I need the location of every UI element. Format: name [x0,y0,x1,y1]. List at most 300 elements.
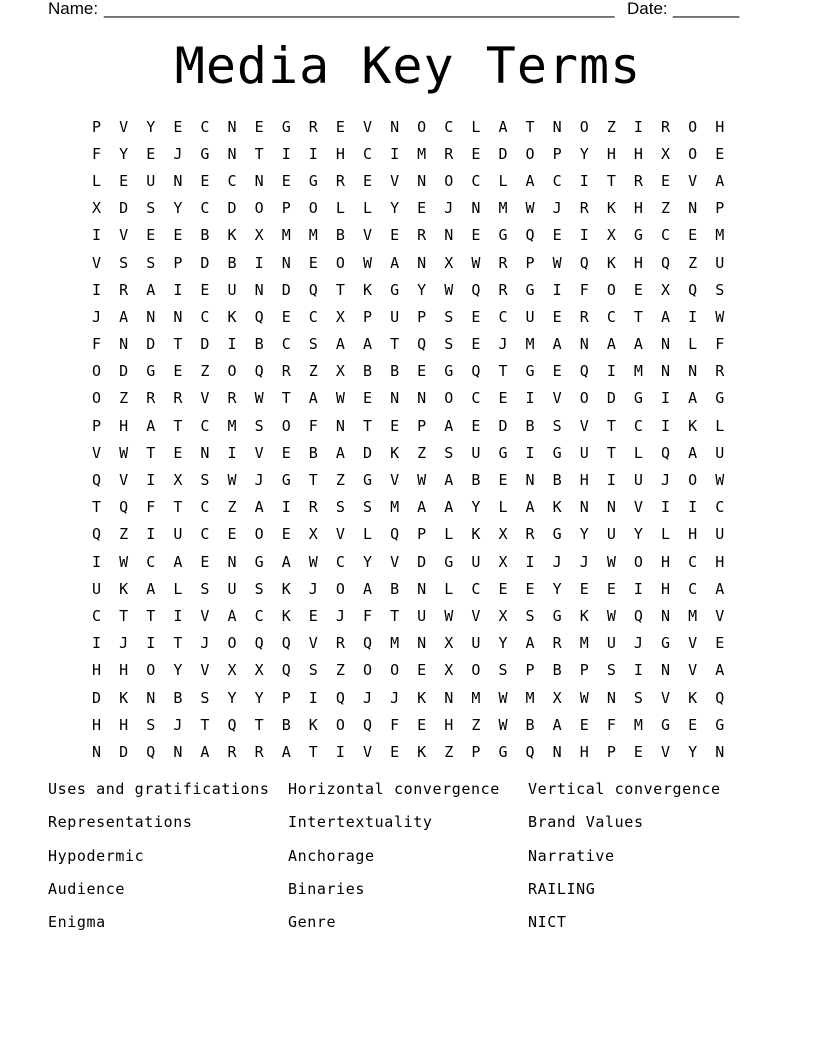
grid-letter: R [119,280,129,299]
grid-letter: X [444,253,454,272]
grid-letter: D [417,552,427,571]
grid-letter: T [606,416,616,435]
grid-letter: T [281,389,291,408]
grid-letter: N [688,362,698,381]
grid-letter: O [444,389,454,408]
grid-letter: N [254,171,264,190]
grid-letter: P [606,742,616,761]
grid-letter: V [633,498,643,517]
grid-letter: J [308,579,318,598]
grid-letter: I [173,280,183,299]
grid-letter: V [552,389,562,408]
grid-letter: F [390,715,400,734]
grid-letter: O [146,661,156,680]
grid-letter: Y [254,688,264,707]
grid-letter: L [498,498,508,517]
grid-letter: G [552,525,562,544]
grid-letter: H [633,253,643,272]
grid-letter: W [498,688,508,707]
grid-letter: L [498,171,508,190]
grid-letter: O [254,525,264,544]
grid-letter: T [173,335,183,354]
grid-letter: J [92,307,102,326]
grid-letter: F [308,416,318,435]
grid-letter: C [444,117,454,136]
grid-letter: M [525,335,535,354]
grid-letter: Q [281,661,291,680]
grid-letter: Q [281,634,291,653]
grid-letter: G [362,471,372,490]
grid-letter: O [335,715,345,734]
grid-letter: C [281,335,291,354]
grid-letter: T [606,171,616,190]
grid-letter: T [254,715,264,734]
grid-letter: J [362,688,372,707]
grid-letter: Q [362,634,372,653]
grid-letter: A [715,579,725,598]
grid-letter: O [227,362,237,381]
grid-letter: I [92,280,102,299]
grid-letter: G [281,117,291,136]
grid-letter: T [146,443,156,462]
grid-letter: N [119,335,129,354]
word-bank-item: Genre [288,913,337,932]
grid-letter: X [498,525,508,544]
grid-letter: D [227,199,237,218]
grid-letter: E [281,171,291,190]
grid-letter: T [146,606,156,625]
grid-letter: K [417,688,427,707]
grid-letter: W [606,552,616,571]
grid-letter: Z [688,253,698,272]
grid-letter: J [390,688,400,707]
grid-letter: E [200,552,210,571]
grid-letter: O [254,199,264,218]
grid-letter: T [362,416,372,435]
grid-letter: M [390,498,400,517]
grid-letter: Q [335,688,345,707]
grid-letter: M [715,226,725,245]
grid-letter: H [661,552,671,571]
grid-letter: B [471,471,481,490]
grid-letter: J [444,199,454,218]
grid-letter: C [146,552,156,571]
grid-letter: Q [146,742,156,761]
grid-letter: E [525,579,535,598]
grid-letter: Z [227,498,237,517]
grid-letter: U [227,579,237,598]
grid-letter: N [335,416,345,435]
grid-letter: P [417,525,427,544]
grid-letter: I [688,498,698,517]
grid-letter: T [119,606,129,625]
grid-letter: R [525,525,535,544]
grid-letter: N [661,606,671,625]
grid-letter: C [200,498,210,517]
grid-letter: X [254,226,264,245]
grid-letter: R [633,171,643,190]
grid-letter: O [525,144,535,163]
grid-letter: G [390,280,400,299]
grid-letter: B [390,362,400,381]
grid-letter: O [471,661,481,680]
grid-letter: J [633,634,643,653]
grid-letter: S [444,443,454,462]
grid-letter: E [579,715,589,734]
grid-letter: D [146,335,156,354]
grid-letter: R [498,253,508,272]
grid-letter: P [715,199,725,218]
grid-letter: C [335,552,345,571]
grid-letter: B [173,688,183,707]
grid-letter: A [362,579,372,598]
grid-letter: R [661,117,671,136]
grid-letter: E [146,226,156,245]
grid-letter: Q [92,525,102,544]
grid-letter: W [498,715,508,734]
grid-letter: M [471,688,481,707]
grid-letter: B [362,362,372,381]
grid-letter: V [362,226,372,245]
grid-letter: V [92,443,102,462]
grid-letter: H [606,144,616,163]
grid-letter: N [417,579,427,598]
grid-letter: A [444,498,454,517]
grid-letter: K [417,742,427,761]
grid-letter: R [254,742,264,761]
grid-letter: V [390,552,400,571]
grid-letter: G [661,715,671,734]
grid-letter: Z [119,525,129,544]
grid-letter: O [308,199,318,218]
grid-letter: E [173,117,183,136]
grid-letter: O [92,362,102,381]
grid-letter: C [661,226,671,245]
grid-letter: D [200,253,210,272]
grid-letter: W [335,389,345,408]
grid-letter: F [579,280,589,299]
grid-letter: E [362,171,372,190]
grid-letter: Q [119,498,129,517]
grid-letter: R [498,280,508,299]
grid-letter: M [281,226,291,245]
grid-letter: A [525,171,535,190]
grid-letter: G [715,715,725,734]
grid-letter: K [227,307,237,326]
word-bank-item: Narrative [528,846,615,865]
grid-letter: D [200,335,210,354]
grid-letter: F [92,144,102,163]
grid-letter: U [715,525,725,544]
grid-letter: N [661,335,671,354]
grid-letter: A [146,579,156,598]
grid-letter: E [633,280,643,299]
grid-letter: Y [471,498,481,517]
grid-letter: N [227,117,237,136]
grid-letter: Z [119,389,129,408]
grid-letter: S [525,606,535,625]
word-bank-item: Hypodermic [48,846,145,865]
grid-letter: O [688,144,698,163]
grid-letter: E [688,715,698,734]
grid-letter: U [227,280,237,299]
grid-letter: V [579,416,589,435]
grid-letter: J [173,144,183,163]
grid-letter: E [715,144,725,163]
grid-letter: Y [173,661,183,680]
grid-letter: B [525,416,535,435]
grid-letter: B [552,471,562,490]
grid-letter: K [688,416,698,435]
grid-letter: N [390,389,400,408]
grid-letter: H [119,715,129,734]
grid-letter: F [606,715,616,734]
grid-letter: T [525,117,535,136]
grid-letter: I [661,389,671,408]
grid-letter: Z [444,742,454,761]
grid-letter: H [633,199,643,218]
grid-letter: O [444,171,454,190]
grid-letter: H [92,661,102,680]
grid-letter: E [390,226,400,245]
grid-letter: L [335,199,345,218]
grid-letter: V [390,171,400,190]
grid-letter: P [281,199,291,218]
grid-letter: C [688,579,698,598]
grid-letter: N [173,742,183,761]
grid-letter: G [444,552,454,571]
grid-letter: S [715,280,725,299]
grid-letter: S [308,335,318,354]
grid-letter: H [444,715,454,734]
grid-letter: I [92,552,102,571]
grid-letter: U [525,307,535,326]
grid-letter: X [92,199,102,218]
grid-letter: G [498,226,508,245]
grid-letter: J [173,715,183,734]
grid-letter: P [579,661,589,680]
grid-letter: S [254,579,264,598]
grid-letter: X [661,280,671,299]
grid-letter: K [606,253,616,272]
grid-letter: E [173,362,183,381]
grid-letter: I [308,144,318,163]
grid-letter: L [362,525,372,544]
grid-letter: T [173,416,183,435]
word-bank-item: Vertical convergence [528,780,721,798]
grid-letter: C [688,552,698,571]
grid-letter: X [444,661,454,680]
word-bank-item: Horizontal convergence [288,780,500,798]
grid-letter: D [281,280,291,299]
grid-letter: U [606,525,616,544]
grid-letter: C [606,307,616,326]
grid-letter: G [552,606,562,625]
grid-letter: I [254,253,264,272]
grid-letter: M [525,688,535,707]
grid-letter: Y [227,688,237,707]
grid-letter: J [552,199,562,218]
grid-letter: G [525,280,535,299]
grid-letter: I [227,443,237,462]
grid-letter: U [417,606,427,625]
grid-letter: U [173,525,183,544]
grid-letter: V [715,606,725,625]
grid-letter: N [606,688,616,707]
word-bank-item: Brand Values [528,813,644,832]
grid-letter: G [552,443,562,462]
grid-letter: E [688,226,698,245]
grid-letter: D [119,742,129,761]
grid-letter: N [254,280,264,299]
grid-letter: A [281,742,291,761]
word-bank-item: Anchorage [288,846,375,865]
grid-letter: A [606,335,616,354]
grid-letter: E [335,117,345,136]
grid-letter: Q [471,362,481,381]
grid-letter: A [715,171,725,190]
grid-letter: S [308,661,318,680]
grid-letter: N [444,688,454,707]
grid-letter: C [92,606,102,625]
grid-letter: H [119,416,129,435]
grid-letter: X [173,471,183,490]
grid-letter: W [362,253,372,272]
grid-letter: W [119,443,129,462]
grid-letter: O [417,117,427,136]
grid-letter: K [606,199,616,218]
grid-letter: X [606,226,616,245]
grid-letter: X [498,552,508,571]
grid-letter: N [471,199,481,218]
grid-letter: G [146,362,156,381]
grid-letter: E [254,117,264,136]
grid-letter: G [254,552,264,571]
grid-letter: S [200,688,210,707]
grid-letter: H [633,144,643,163]
grid-letter: Q [227,715,237,734]
grid-letter: X [498,606,508,625]
grid-letter: E [146,144,156,163]
grid-letter: N [173,307,183,326]
grid-letter: E [173,443,183,462]
grid-letter: A [200,742,210,761]
grid-letter: V [390,471,400,490]
grid-letter: C [200,117,210,136]
grid-letter: G [715,389,725,408]
grid-letter: K [579,606,589,625]
grid-letter: E [552,307,562,326]
grid-letter: U [92,579,102,598]
word-bank [48,777,768,943]
grid-letter: H [715,552,725,571]
grid-letter: R [444,144,454,163]
grid-letter: O [579,389,589,408]
grid-letter: U [715,443,725,462]
grid-letter: Y [362,552,372,571]
grid-letter: Y [146,117,156,136]
grid-letter: M [498,199,508,218]
grid-letter: A [552,715,562,734]
grid-letter: I [281,144,291,163]
grid-letter: E [498,389,508,408]
grid-letter: T [335,280,345,299]
grid-letter: B [525,715,535,734]
grid-letter: T [254,144,264,163]
grid-letter: U [146,171,156,190]
grid-letter: E [715,634,725,653]
grid-letter: W [471,253,481,272]
grid-letter: V [688,661,698,680]
grid-letter: A [444,471,454,490]
grid-letter: I [552,280,562,299]
grid-letter: N [444,226,454,245]
grid-letter: E [498,579,508,598]
grid-letter: A [173,552,183,571]
grid-letter: Z [606,117,616,136]
grid-letter: J [200,634,210,653]
grid-letter: G [661,634,671,653]
grid-letter: T [200,715,210,734]
grid-letter: T [308,742,318,761]
grid-letter: N [227,552,237,571]
grid-letter: L [715,416,725,435]
grid-letter: X [335,307,345,326]
grid-letter: Y [498,634,508,653]
grid-letter: K [390,443,400,462]
grid-letter: R [227,389,237,408]
grid-letter: O [633,552,643,571]
grid-letter: A [417,498,427,517]
grid-letter: Z [661,199,671,218]
grid-letter: C [227,171,237,190]
grid-letter: K [119,579,129,598]
grid-letter: X [254,661,264,680]
grid-letter: T [633,307,643,326]
grid-letter: C [254,606,264,625]
grid-letter: B [200,226,210,245]
grid-letter: E [579,579,589,598]
grid-letter: S [552,416,562,435]
grid-letter: L [444,579,454,598]
grid-letter: C [552,171,562,190]
grid-letter: S [606,661,616,680]
grid-letter: C [633,416,643,435]
grid-letter: E [281,525,291,544]
grid-letter: E [281,307,291,326]
grid-letter: F [362,606,372,625]
grid-letter: Z [200,362,210,381]
grid-letter: E [471,226,481,245]
grid-letter: A [688,389,698,408]
grid-letter: P [92,117,102,136]
grid-letter: O [335,579,345,598]
grid-letter: P [173,253,183,272]
grid-letter: E [390,742,400,761]
grid-letter: C [715,498,725,517]
grid-letter: P [92,416,102,435]
grid-letter: E [417,362,427,381]
grid-letter: N [661,362,671,381]
grid-letter: B [552,661,562,680]
grid-letter: B [308,443,318,462]
grid-letter: Z [335,661,345,680]
grid-letter: X [552,688,562,707]
grid-letter: O [688,117,698,136]
grid-letter: W [606,606,616,625]
word-bank-item: Binaries [288,879,366,898]
grid-letter: C [200,416,210,435]
